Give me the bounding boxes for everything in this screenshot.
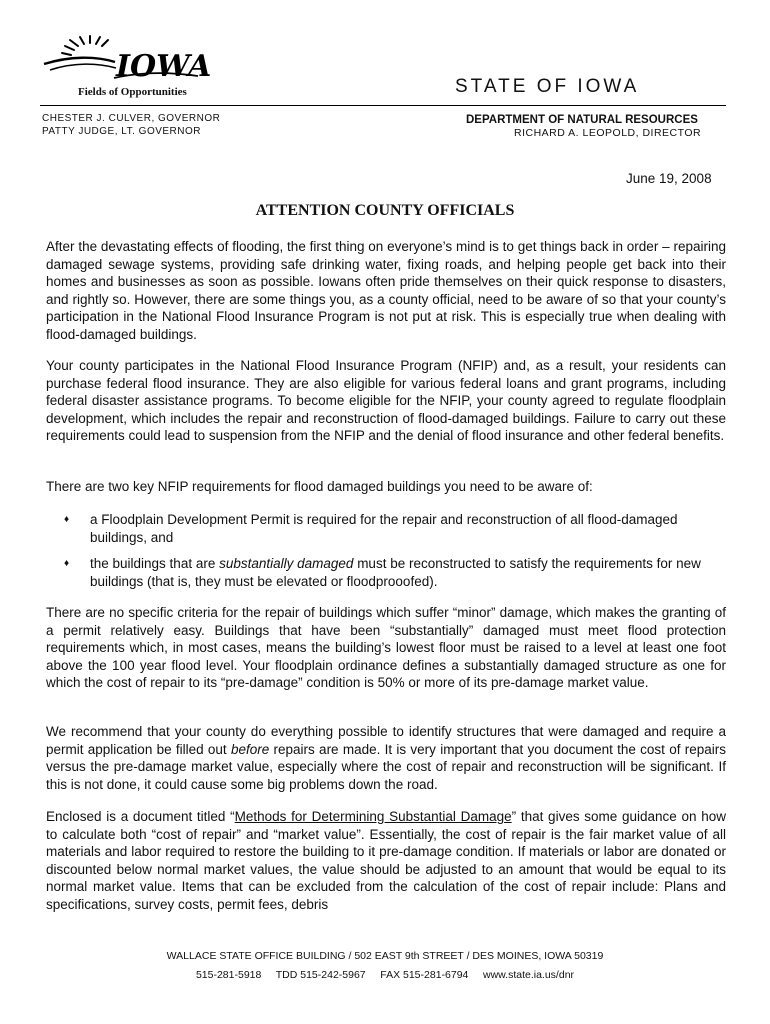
document-title-link: Methods for Determining Substantial Damage bbox=[234, 809, 512, 824]
paragraph-1: After the devastating effects of flooding, the first thing on everyone’s mind is to get things back in order – repairing damaged sewage systems, providing safe drinking water, fixing roads, and helping people get back into their homes and businesses as soon as possible. Iowans often pride themselves on their quick response to disasters, and rightly so. However, there are some things you, as a county official, need to be aware of so that your county’s participation in the National Flood Insurance Program is not put at risk. This is especially true when dealing with flood-damaged buildings. bbox=[46, 239, 726, 342]
department-name: DEPARTMENT OF NATURAL RESOURCES bbox=[466, 114, 698, 126]
header-divider bbox=[40, 105, 726, 106]
footer-web: www.state.ia.us/dnr bbox=[482, 969, 575, 981]
footer-phone: 515-281-5918 bbox=[195, 969, 262, 981]
sun-rays-icon bbox=[62, 36, 108, 55]
field-swoosh-icon bbox=[44, 58, 115, 64]
list-item-text: the buildings that are substantially damaged must be reconstructed to satisfy the requirements for new buildings (that is, they must be elevated or floodprooofed). bbox=[90, 556, 701, 589]
paragraph-6: Enclosed is a document titled “Methods for Determining Substantial Damage” that gives some guidance on how to calculate both “cost of repair” and “market value”. Essentially, the cost of repair is the fair market value of all materials and labor required to restore the building to it pre-damage condition. If materials or labor are donated or discounted below normal market values, the value should be adjusted to an amount that would be equal to its normal market value. Items that can be excluded from the calculation of the cost of repair include: Plans and specifications, survey costs, permit fees, debris bbox=[46, 809, 726, 912]
state-title: STATE OF IOWA bbox=[455, 76, 640, 97]
lt-governor-line: PATTY JUDGE, LT. GOVERNOR bbox=[42, 126, 202, 137]
diamond-bullet-icon: ♦ bbox=[64, 514, 70, 525]
director-line: RICHARD A. LEOPOLD, DIRECTOR bbox=[514, 127, 702, 139]
letter-date: June 19, 2008 bbox=[626, 171, 712, 186]
governor-line: CHESTER J. CULVER, GOVERNOR bbox=[42, 113, 221, 124]
emphasis-text: substantially damaged bbox=[219, 556, 354, 571]
diamond-bullet-icon: ♦ bbox=[64, 558, 70, 569]
iowa-logo bbox=[40, 36, 240, 106]
footer-contacts bbox=[0, 969, 770, 981]
logo-tagline: Fields of Opportunities bbox=[78, 86, 187, 98]
list-item-text: a Floodplain Development Permit is required for the repair and reconstruction of all flood-damaged buildings, and bbox=[90, 512, 678, 545]
letter-heading: ATTENTION COUNTY OFFICIALS bbox=[255, 202, 515, 219]
paragraph-5: We recommend that your county do everything possible to identify structures that were damaged and require a permit application be filled out before repairs are made. It is very important that you document the cost of repairs versus the pre-damage market value, especially where the cost of repair and reconstruction will be significant. If this is not done, it could cause some big problems down the road. bbox=[46, 724, 726, 792]
footer-address: WALLACE STATE OFFICE BUILDING / 502 EAST 9th STREET / DES MOINES, IOWA 50319 bbox=[166, 950, 604, 962]
footer-fax: FAX 515-281-6794 bbox=[380, 969, 469, 981]
emphasis-text: before bbox=[230, 741, 270, 757]
paragraph-3: There are two key NFIP requirements for flood damaged buildings you need to be aware of: bbox=[46, 479, 593, 494]
paragraph-2: Your county participates in the National Flood Insurance Program (NFIP) and, as a result, your residents can purchase federal flood insurance. They are also eligible for various federal loans and grant programs, including federal disaster assistance programs. To become eligible for the NFIP, your county agreed to regulate floodplain development, which includes the repair and reconstruction of flood-damaged buildings. Failure to carry out these requirements could lead to suspension from the NFIP and the denial of flood insurance and other federal benefits. bbox=[46, 358, 726, 443]
footer-tdd: TDD 515-242-5967 bbox=[275, 969, 366, 981]
iowa-wordmark: IOWA bbox=[116, 49, 212, 84]
paragraph-4: There are no specific criteria for the repair of buildings which suffer “minor” damage, which makes the granting of a permit relatively easy. Buildings that have been “substantially” damaged must meet flood protection requirements which, in most cases, means the building’s lowest floor must be raised to a level at least one foot above the 100 year flood level. Your floodplain ordinance defines a substantially damaged structure as one for which the cost of repair to its “pre-damage” condition is 50% or more of its pre-damage market value. bbox=[46, 605, 726, 690]
